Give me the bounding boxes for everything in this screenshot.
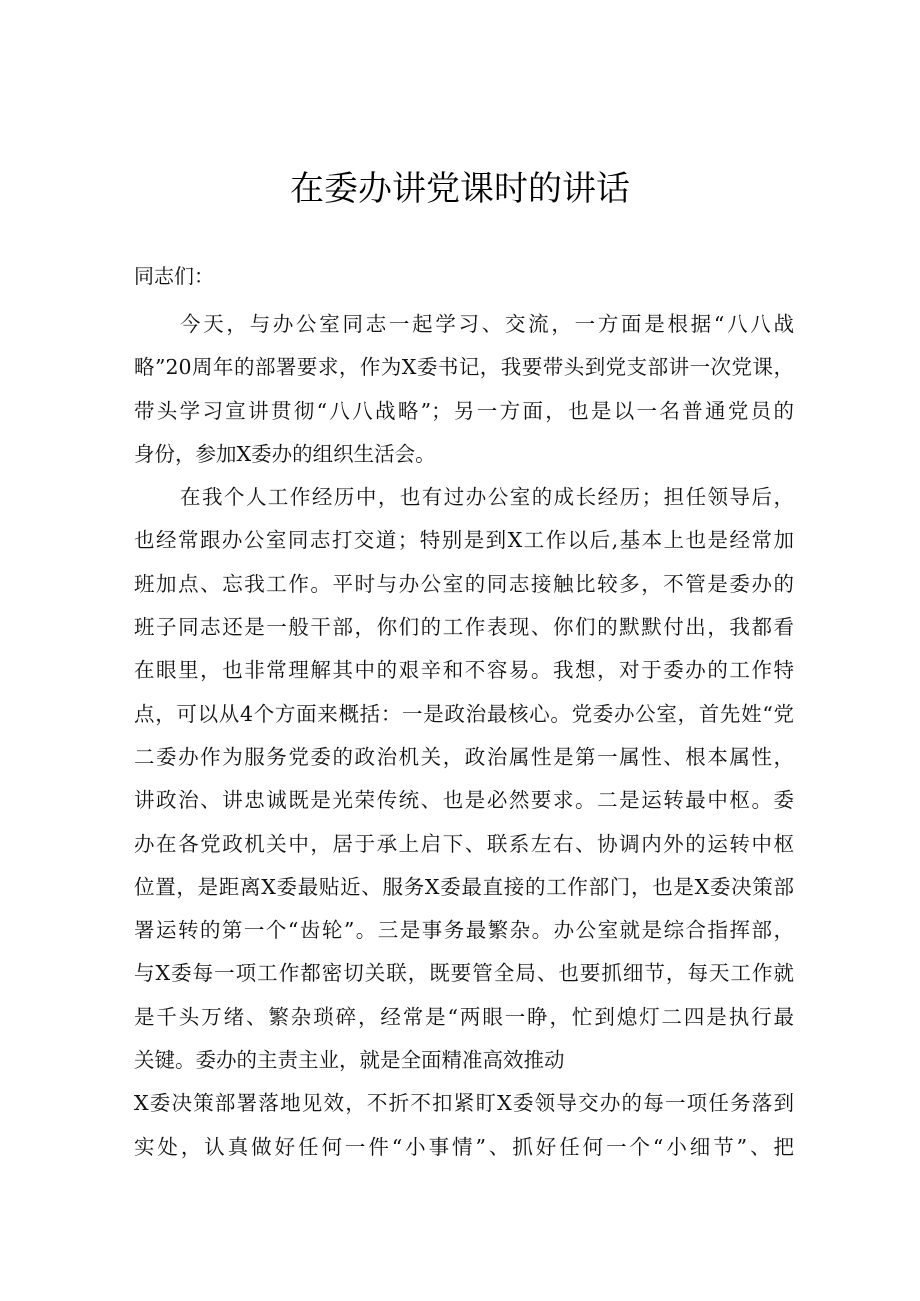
- body-line: 略”20周年的部署要求，作为X委书记，我要带头到党支部讲一次党课，: [134, 355, 794, 380]
- body-line: 实处，认真做好任何一件“小事情”、抓好任何一个“小细节”、把: [134, 1134, 794, 1159]
- document-body: [134, 303, 794, 1169]
- document-title: 在委办讲党课时的讲话: [290, 169, 630, 209]
- body-line: 讲政治、讲忠诚既是光荣传统、也是必然要求。二是运转最中枢。委: [134, 788, 794, 813]
- body-line: 班加点、忘我工作。平时与办公室的同志接触比较多，不管是委办的: [134, 571, 794, 596]
- body-line: 今天，与办公室同志一起学习、交流，一方面是根据“八八战: [180, 312, 794, 336]
- body-line: X委决策部署落地见效，不折不扣紧盯X委领导交办的每一项任务落到: [134, 1091, 794, 1116]
- body-line: 关键。委办的主责主业，就是全面精准高效推动: [134, 1048, 565, 1073]
- body-line: 位置，是距离X委最贴近、服务X委最直接的工作部门，也是X委决策部: [134, 874, 794, 899]
- body-line: 点，可以从4个方面来概括：一是政治最核心。党委办公室，首先姓“党: [134, 701, 794, 726]
- body-line: 也经常跟办公室同志打交道；特别是到X工作以后,基本上也是经常加: [134, 528, 794, 553]
- body-line: 是千头万绪、繁杂琐碎，经常是“两眼一睁，忙到熄灯二四是执行最: [134, 1004, 794, 1029]
- body-line: 署运转的第一个“齿轮”。三是事务最繁杂。办公室就是综合指挥部，: [134, 918, 794, 943]
- body-line: 与X委每一项工作都密切关联，既要管全局、也要抓细节，每天工作就: [134, 961, 794, 986]
- body-line: 办在各党政机关中，居于承上启下、联系左右、协调内外的运转中枢: [134, 831, 794, 856]
- body-line: 班子同志还是一般干部，你们的工作表现、你们的默默付出，我都看: [134, 615, 794, 640]
- body-line: 身份，参加X委办的组织生活会。: [134, 441, 436, 466]
- body-line: 二委办作为服务党委的政治机关，政治属性是第一属性、根本属性，: [134, 744, 794, 769]
- salutation: 同志们：: [134, 264, 214, 288]
- body-line: 在眼里，也非常理解其中的艰辛和不容易。我想，对于委办的工作特: [134, 658, 794, 683]
- body-line: 在我个人工作经历中，也有过办公室的成长经历；担任领导后，: [180, 485, 794, 510]
- body-line: 带头学习宣讲贯彻“八八战略”；另一方面，也是以一名普通党员的: [134, 398, 794, 423]
